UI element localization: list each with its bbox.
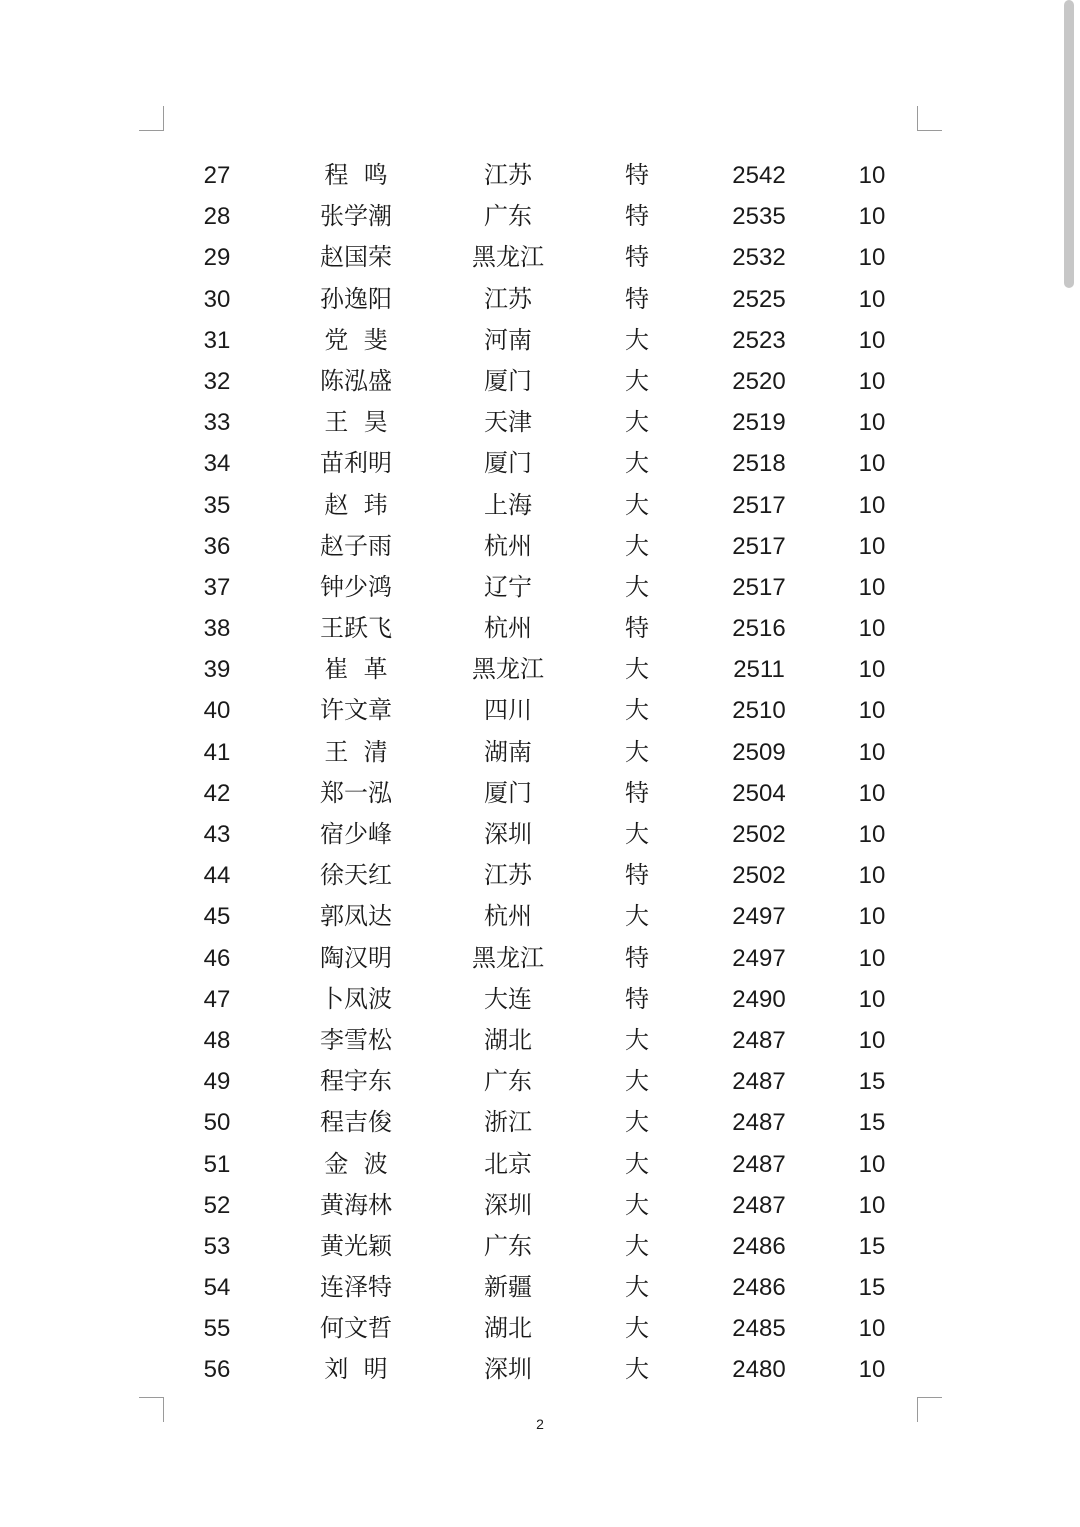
title-cell: 大: [625, 696, 649, 725]
rating-cell: 2487: [732, 1068, 786, 1096]
rank-cell: 52: [203, 1191, 231, 1219]
rank-cell: 56: [203, 1356, 231, 1384]
rating-cell: 2497: [732, 944, 786, 972]
rating-cell: 2502: [732, 862, 786, 890]
table-row: [0, 814, 1080, 855]
province-cell: 河南: [484, 325, 532, 354]
ranking-table: [0, 155, 1080, 1391]
rating-cell: 2519: [732, 409, 786, 437]
province-cell: 厦门: [484, 366, 532, 395]
title-cell: 大: [625, 408, 649, 437]
table-row: [0, 443, 1080, 484]
province-cell: 广东: [484, 202, 532, 231]
province-cell: 四川: [484, 696, 532, 725]
title-cell: 大: [625, 820, 649, 848]
title-cell: 特: [625, 614, 649, 643]
value-cell: 15: [858, 1109, 886, 1137]
value-cell: 15: [858, 1274, 886, 1302]
title-cell: 大: [625, 1190, 649, 1219]
name-cell: 李雪松: [320, 1025, 392, 1054]
title-cell: 大: [625, 490, 649, 519]
value-cell: 10: [858, 491, 886, 519]
name-cell: 郑一泓: [320, 778, 392, 807]
rank-cell: 41: [203, 738, 231, 766]
title-cell: 大: [625, 1355, 649, 1384]
value-cell: 10: [858, 615, 886, 643]
name-cell: 程 鸣: [324, 161, 388, 189]
rank-cell: 48: [203, 1026, 231, 1054]
title-cell: 大: [625, 325, 649, 354]
rank-cell: 51: [203, 1150, 231, 1178]
value-cell: 10: [858, 244, 886, 272]
title-cell: 特: [625, 161, 649, 189]
value-cell: 15: [858, 1068, 886, 1096]
name-cell: 王 昊: [324, 408, 388, 437]
value-cell: 10: [858, 903, 886, 931]
rating-cell: 2542: [732, 162, 786, 189]
province-cell: 天津: [484, 408, 532, 437]
province-cell: 厦门: [484, 778, 532, 807]
title-cell: 大: [625, 531, 649, 560]
table-row: [0, 567, 1080, 608]
province-cell: 杭州: [484, 531, 532, 560]
rating-cell: 2509: [732, 738, 786, 766]
rating-cell: 2490: [732, 985, 786, 1013]
rank-cell: 39: [203, 656, 231, 684]
name-cell: 陶汉明: [320, 943, 392, 972]
value-cell: 10: [858, 573, 886, 601]
rating-cell: 2525: [732, 285, 786, 313]
rank-cell: 34: [203, 450, 231, 478]
rank-cell: 32: [203, 367, 231, 395]
province-cell: 湖北: [484, 1025, 532, 1054]
rank-cell: 43: [203, 821, 231, 848]
value-cell: 10: [858, 1315, 886, 1343]
rating-cell: 2487: [732, 1026, 786, 1054]
province-cell: 广东: [484, 1231, 532, 1260]
title-cell: 特: [625, 861, 649, 890]
table-row: [0, 1308, 1080, 1349]
value-cell: 10: [858, 367, 886, 395]
rating-cell: 2485: [732, 1315, 786, 1343]
province-cell: 大连: [484, 984, 532, 1013]
province-cell: 上海: [484, 490, 532, 519]
province-cell: 浙江: [484, 1108, 532, 1137]
province-cell: 深圳: [484, 820, 532, 848]
title-cell: 大: [625, 572, 649, 601]
table-row: [0, 1226, 1080, 1267]
province-cell: 黑龙江: [472, 655, 544, 684]
value-cell: 10: [858, 1026, 886, 1054]
province-cell: 江苏: [484, 284, 532, 313]
rating-cell: 2532: [732, 244, 786, 272]
rating-cell: 2497: [732, 903, 786, 931]
name-cell: 何文哲: [320, 1314, 392, 1343]
value-cell: 10: [858, 738, 886, 766]
rating-cell: 2480: [732, 1356, 786, 1384]
table-row: [0, 1349, 1080, 1390]
name-cell: 王跃飞: [320, 614, 392, 643]
title-cell: 大: [625, 1314, 649, 1343]
value-cell: 10: [858, 450, 886, 478]
rank-cell: 27: [203, 162, 231, 189]
table-row: [0, 1020, 1080, 1061]
table-row: [0, 855, 1080, 896]
province-cell: 广东: [484, 1067, 532, 1096]
name-cell: 金 波: [324, 1149, 388, 1178]
value-cell: 10: [858, 1356, 886, 1384]
province-cell: 厦门: [484, 449, 532, 478]
title-cell: 特: [625, 778, 649, 807]
table-row: [0, 320, 1080, 361]
name-cell: 程吉俊: [320, 1108, 392, 1137]
name-cell: 赵 玮: [324, 490, 388, 519]
name-cell: 钟少鸿: [320, 572, 392, 601]
title-cell: 大: [625, 1273, 649, 1302]
value-cell: 10: [858, 944, 886, 972]
rank-cell: 40: [203, 697, 231, 725]
name-cell: 陈泓盛: [320, 366, 392, 395]
table-row: [0, 1267, 1080, 1308]
rating-cell: 2516: [732, 615, 786, 643]
name-cell: 卜凤波: [320, 984, 392, 1013]
crop-mark-bottom-left: [139, 1397, 164, 1422]
rank-cell: 30: [203, 285, 231, 313]
title-cell: 大: [625, 366, 649, 395]
table-row: [0, 279, 1080, 320]
name-cell: 郭凤达: [320, 902, 392, 931]
crop-mark-top-right: [917, 106, 942, 131]
province-cell: 湖南: [484, 737, 532, 766]
table-row: [0, 155, 1080, 196]
province-cell: 黑龙江: [472, 243, 544, 272]
province-cell: 杭州: [484, 614, 532, 643]
rating-cell: 2487: [732, 1150, 786, 1178]
value-cell: 10: [858, 862, 886, 890]
name-cell: 黄海林: [320, 1190, 392, 1219]
rating-cell: 2510: [732, 697, 786, 725]
value-cell: 10: [858, 656, 886, 684]
rating-cell: 2486: [732, 1232, 786, 1260]
rating-cell: 2487: [732, 1191, 786, 1219]
title-cell: 大: [625, 655, 649, 684]
value-cell: 10: [858, 1150, 886, 1178]
table-row: [0, 1102, 1080, 1143]
name-cell: 张学潮: [320, 202, 392, 231]
title-cell: 大: [625, 1025, 649, 1054]
table-row: [0, 649, 1080, 690]
rank-cell: 54: [203, 1274, 231, 1302]
province-cell: 新疆: [484, 1273, 532, 1302]
province-cell: 深圳: [484, 1355, 532, 1384]
table-row: [0, 1144, 1080, 1185]
value-cell: 10: [858, 779, 886, 807]
province-cell: 江苏: [484, 161, 532, 189]
rating-cell: 2487: [732, 1109, 786, 1137]
name-cell: 苗利明: [320, 449, 392, 478]
value-cell: 10: [858, 1191, 886, 1219]
name-cell: 连泽特: [320, 1273, 392, 1302]
rank-cell: 33: [203, 409, 231, 437]
rating-cell: 2511: [733, 656, 785, 684]
name-cell: 孙逸阳: [320, 284, 392, 313]
name-cell: 赵子雨: [320, 531, 392, 560]
table-row: [0, 1061, 1080, 1102]
rank-cell: 36: [203, 532, 231, 560]
name-cell: 崔 革: [324, 655, 388, 684]
name-cell: 王 清: [324, 737, 388, 766]
table-row: [0, 361, 1080, 402]
table-row: [0, 526, 1080, 567]
rank-cell: 50: [203, 1109, 231, 1137]
rating-cell: 2518: [732, 450, 786, 478]
rating-cell: 2504: [732, 779, 786, 807]
rank-cell: 37: [203, 573, 231, 601]
value-cell: 10: [858, 162, 886, 189]
province-cell: 湖北: [484, 1314, 532, 1343]
title-cell: 特: [625, 243, 649, 272]
province-cell: 深圳: [484, 1190, 532, 1219]
title-cell: 特: [625, 984, 649, 1013]
rank-cell: 42: [203, 779, 231, 807]
title-cell: 大: [625, 1231, 649, 1260]
value-cell: 10: [858, 203, 886, 231]
name-cell: 程宇东: [320, 1067, 392, 1096]
title-cell: 大: [625, 737, 649, 766]
title-cell: 大: [625, 1108, 649, 1137]
table-row: [0, 1185, 1080, 1226]
rank-cell: 38: [203, 615, 231, 643]
rank-cell: 47: [203, 985, 231, 1013]
rating-cell: 2520: [732, 367, 786, 395]
name-cell: 党 斐: [324, 325, 388, 354]
value-cell: 10: [858, 697, 886, 725]
rank-cell: 55: [203, 1315, 231, 1343]
rating-cell: 2486: [732, 1274, 786, 1302]
crop-mark-bottom-right: [917, 1397, 942, 1422]
rating-cell: 2535: [732, 203, 786, 231]
title-cell: 大: [625, 1067, 649, 1096]
value-cell: 10: [858, 985, 886, 1013]
name-cell: 黄光颖: [320, 1231, 392, 1260]
rating-cell: 2502: [732, 821, 786, 848]
value-cell: 10: [858, 532, 886, 560]
rating-cell: 2517: [732, 573, 786, 601]
table-row: [0, 773, 1080, 814]
province-cell: 辽宁: [484, 572, 532, 601]
rank-cell: 28: [203, 203, 231, 231]
table-row: [0, 732, 1080, 773]
value-cell: 10: [858, 409, 886, 437]
rank-cell: 53: [203, 1232, 231, 1260]
table-row: [0, 485, 1080, 526]
value-cell: 10: [858, 821, 886, 848]
rank-cell: 44: [203, 862, 231, 890]
province-cell: 杭州: [484, 902, 532, 931]
title-cell: 大: [625, 449, 649, 478]
rank-cell: 29: [203, 244, 231, 272]
name-cell: 赵国荣: [320, 243, 392, 272]
rank-cell: 45: [203, 903, 231, 931]
name-cell: 刘 明: [324, 1355, 388, 1384]
province-cell: 江苏: [484, 861, 532, 890]
title-cell: 大: [625, 1149, 649, 1178]
table-row: [0, 237, 1080, 278]
rank-cell: 31: [203, 326, 231, 354]
title-cell: 特: [625, 943, 649, 972]
rank-cell: 35: [203, 491, 231, 519]
table-row: [0, 690, 1080, 731]
table-row: [0, 608, 1080, 649]
table-row: [0, 402, 1080, 443]
table-row: [0, 196, 1080, 237]
rank-cell: 49: [203, 1068, 231, 1096]
page-number: 2: [536, 1416, 544, 1432]
name-cell: 许文章: [320, 696, 392, 725]
value-cell: 10: [858, 285, 886, 313]
table-row: [0, 979, 1080, 1020]
title-cell: 大: [625, 902, 649, 931]
name-cell: 徐天红: [320, 861, 392, 890]
crop-mark-top-left: [139, 106, 164, 131]
province-cell: 北京: [484, 1149, 532, 1178]
rating-cell: 2517: [732, 532, 786, 560]
table-row: [0, 896, 1080, 937]
rating-cell: 2523: [732, 326, 786, 354]
rank-cell: 46: [203, 944, 231, 972]
name-cell: 宿少峰: [320, 820, 392, 848]
title-cell: 特: [625, 284, 649, 313]
value-cell: 10: [858, 326, 886, 354]
title-cell: 特: [625, 202, 649, 231]
table-row: [0, 938, 1080, 979]
province-cell: 黑龙江: [472, 943, 544, 972]
rating-cell: 2517: [732, 491, 786, 519]
value-cell: 15: [858, 1232, 886, 1260]
